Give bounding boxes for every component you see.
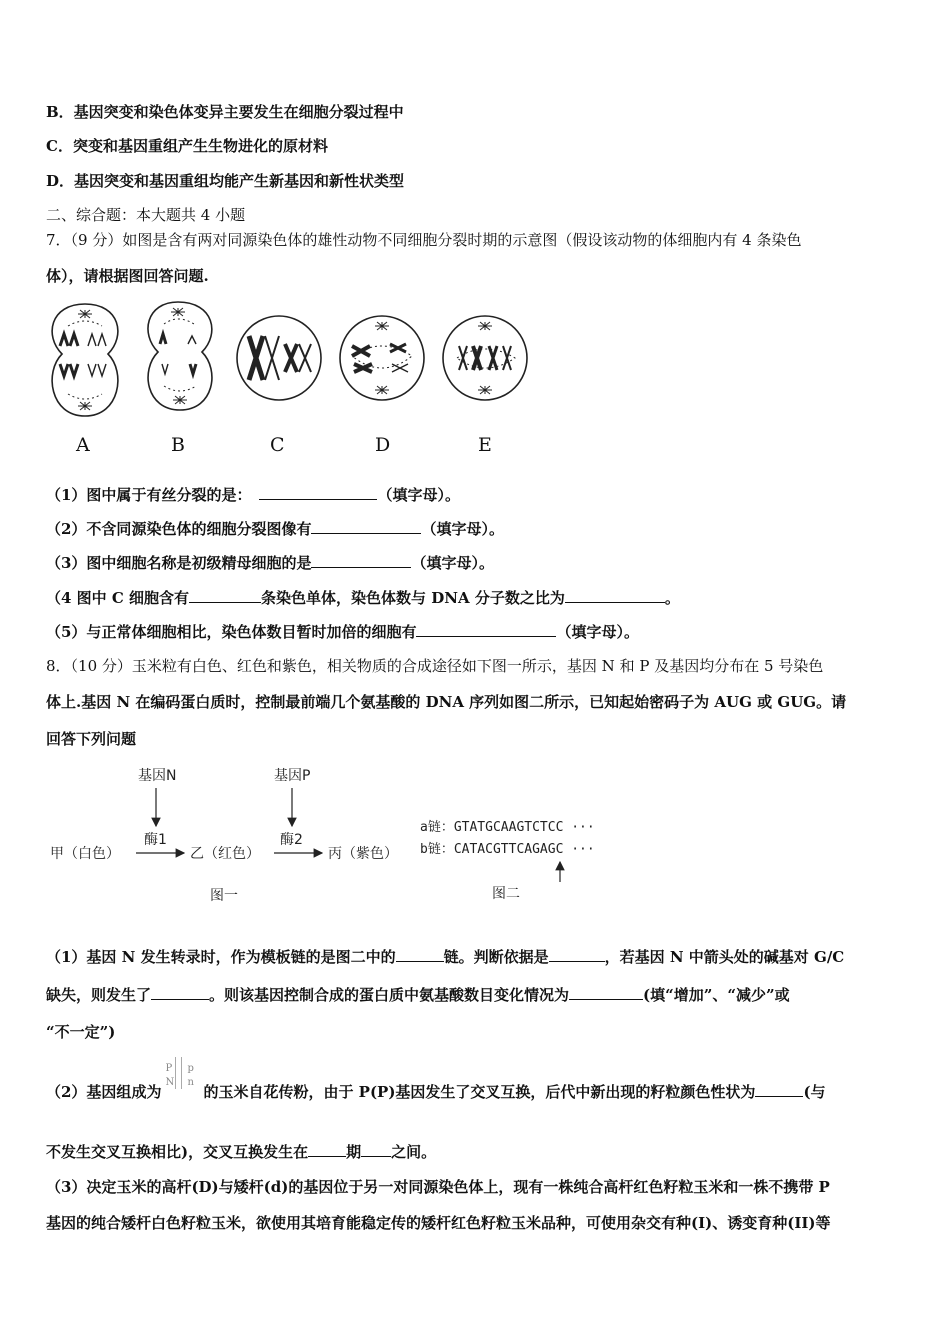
q7-part2 [46, 518, 504, 539]
q7-part5-text: （5）与正常体细胞相比，染色体数目暂时加倍的细胞有 [46, 623, 417, 641]
cell-label-e: E [478, 434, 492, 456]
q7-part5 [46, 621, 639, 642]
b-chain: b链：CATACGTTCAGAGC ··· [420, 842, 595, 857]
option-c: C．突变和基因重组产生生物进化的原材料 [46, 137, 328, 155]
q8-part3-line1: （3）决定玉米的高杆(D)与矮杆(d)的基因位于另一对同源染色体上，现有一株纯合高杆红色籽粒玉米和一株不携带 P [46, 1178, 830, 1196]
q7-part3-tail: （填字母）。 [411, 554, 494, 572]
q8-stem-line3: 回答下列问题 [46, 730, 137, 748]
genotype-bottom-left: N [165, 1077, 175, 1088]
cell-label-a: A [76, 434, 90, 456]
cell-b [148, 302, 212, 410]
q7-part3-blank[interactable] [311, 552, 411, 568]
q8-stem-line2: 体上.基因 N 在编码蛋白质时，控制最前端几个氨基酸的 DNA 序列如图二所示，已知起始密码子为 AUG 或 GUG。请 [46, 693, 847, 711]
q7-part4-blank2[interactable] [565, 587, 665, 603]
genotype-bottom-right: n [187, 1077, 194, 1088]
cell-label-c: C [270, 434, 285, 456]
option-b: B．基因突变和染色体变异主要发生在细胞分裂过程中 [46, 103, 404, 121]
q7-part3 [46, 552, 494, 573]
q7-part1 [46, 484, 460, 505]
genotype-top-right: p [187, 1063, 194, 1074]
q7-part4-mid: 条染色单体，染色体数与 DNA 分子数之比为 [261, 589, 565, 607]
q8-part2-text4: 不发生交叉互换相比)，交叉互换发生在 [46, 1143, 309, 1161]
cell-division-figure [40, 296, 540, 431]
q8-part2-blank3[interactable] [361, 1141, 391, 1157]
q8-part1-line3: “不一定”) [46, 1023, 116, 1041]
q7-stem-line2: 体），请根据图回答问题. [46, 267, 209, 285]
fig2-caption: 图二 [492, 886, 520, 902]
q7-part3-text: （3）图中细胞名称是初级精母细胞的是 [46, 554, 312, 572]
q7-part2-blank[interactable] [311, 518, 421, 534]
enzyme1-label: 酶1 [144, 832, 167, 848]
genotype-figure [161, 1063, 203, 1103]
substance-jia: 甲（白色） [50, 846, 120, 862]
q8-stem-line1: 8．（10 分）玉米粒有白色、红色和紫色，相关物质的合成途径如下图一所示，基因 N 和 P 及基因均分布在 5 号染色 [46, 657, 824, 675]
q8-part1-blank4[interactable] [569, 984, 643, 1000]
cell-label-b: B [171, 434, 185, 456]
q8-part1-line1 [46, 946, 844, 967]
q8-part1-text6: (填“增加”、“减少”或 [643, 986, 790, 1004]
q8-part2-text3: (与 [803, 1083, 826, 1101]
q7-part1-blank[interactable] [259, 484, 377, 500]
q8-part1-blank1[interactable] [396, 946, 444, 962]
q7-part1-tail: （填字母）。 [377, 486, 460, 504]
cell-label-d: D [375, 434, 391, 456]
q8-part2-text1: （2）基因组成为 [46, 1083, 162, 1101]
gene-p-label: 基因P [274, 768, 311, 784]
q7-stem-line1: 7．（9 分）如图是含有两对同源染色体的雄性动物不同细胞分裂时期的示意图（假设该动物的体细胞内有 4 条染色 [46, 231, 802, 249]
genotype-top-left: P [165, 1063, 173, 1074]
q7-part4 [46, 587, 680, 608]
q7-part2-text: （2）不含同源染色体的细胞分裂图像有 [46, 520, 312, 538]
q7-part1-text: （1）图中属于有丝分裂的是： [46, 486, 252, 504]
option-d: D．基因突变和基因重组均能产生新基因和新性状类型 [46, 172, 405, 190]
q7-part4-blank1[interactable] [189, 587, 261, 603]
cell-e [443, 316, 527, 400]
q8-part2-blank2[interactable] [308, 1141, 346, 1157]
section-heading: 二、综合题：本大题共 4 小题 [46, 206, 246, 224]
q8-part2-line1 [46, 1063, 826, 1103]
gene-n-label: 基因N [138, 768, 177, 784]
pathway-figure [46, 760, 646, 910]
q8-part2-text6: 之间。 [391, 1143, 437, 1161]
substance-yi: 乙（红色） [190, 846, 260, 862]
q8-part1-line2 [46, 984, 790, 1005]
q7-part2-tail: （填字母）。 [421, 520, 504, 538]
q8-part1-blank2[interactable] [549, 946, 605, 962]
q8-part1-text4: 缺失，则发生了 [46, 986, 152, 1004]
fig1-caption: 图一 [210, 888, 238, 904]
q7-part4-tail: 。 [664, 589, 680, 607]
q7-part5-blank[interactable] [416, 621, 556, 637]
a-chain: a链：GTATGCAAGTCTCC ··· [420, 820, 595, 835]
cell-a [52, 304, 118, 416]
q8-part2-line2 [46, 1141, 436, 1162]
q7-part4-text: （4 图中 C 细胞含有 [46, 589, 190, 607]
q8-part1-blank3[interactable] [151, 984, 209, 1000]
cell-c [237, 316, 321, 400]
cell-d [340, 316, 424, 400]
q8-part2-text5: 期 [346, 1143, 362, 1161]
q8-part1-text1: （1）基因 N 发生转录时，作为模板链的是图二中的 [46, 948, 396, 966]
q8-part1-text5: 。则该基因控制合成的蛋白质中氨基酸数目变化情况为 [209, 986, 570, 1004]
q7-part5-tail: （填字母）。 [556, 623, 639, 641]
q8-part2-blank1[interactable] [755, 1081, 803, 1097]
q8-part1-text2: 链。判断依据是 [443, 948, 549, 966]
substance-bing: 丙（紫色） [328, 846, 398, 862]
q8-part2-text2: 的玉米自花传粉，由于 P(P)基因发生了交叉互换，后代中新出现的籽粒颜色性状为 [203, 1083, 756, 1101]
q8-part1-text3: ，若基因 N 中箭头处的碱基对 G/C [604, 948, 845, 966]
q8-part3-line2: 基因的纯合矮杆白色籽粒玉米，欲使用其培育能稳定传的矮杆红色籽粒玉米品种，可使用杂交有种(I)、诱变育种(II)等 [46, 1214, 831, 1232]
enzyme2-label: 酶2 [280, 832, 303, 848]
